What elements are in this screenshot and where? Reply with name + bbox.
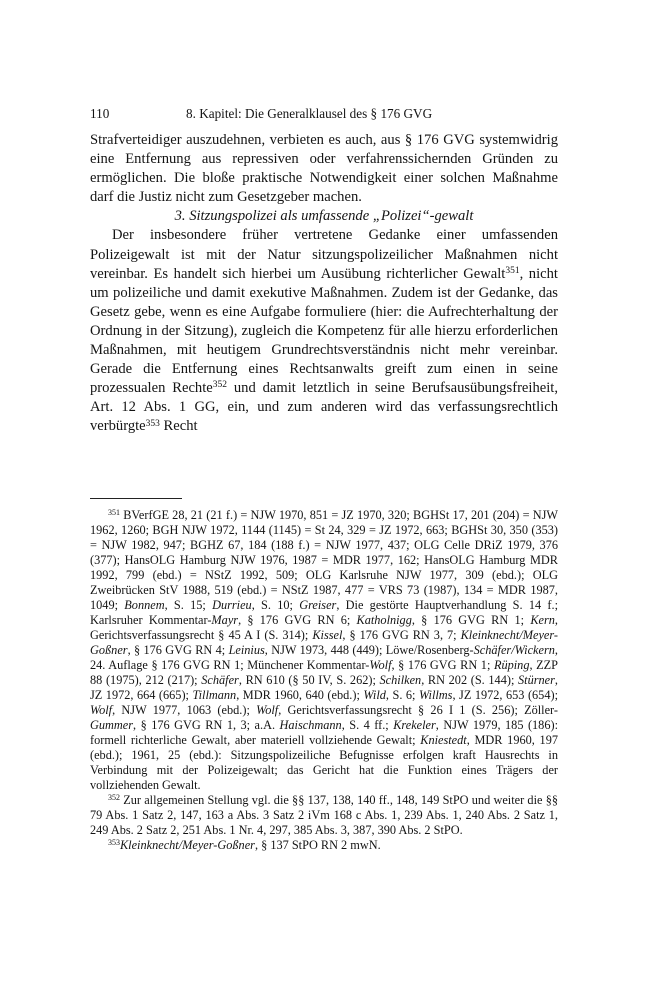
footnote-text: , § 176 GVG RN 6;	[238, 613, 357, 627]
footnote-text: , § 176 GVG RN 4;	[127, 643, 229, 657]
author-name: Rüping	[493, 658, 530, 672]
running-head: 8. Kapitel: Die Generalklausel des § 176 GVG	[186, 106, 433, 121]
page-number: 110	[90, 106, 110, 121]
footnote-text: , NJW 1977, 1063 (ebd.);	[112, 703, 257, 717]
footnote-text: , NJW 1973, 448 (449); Löwe/Rosenberg-	[264, 643, 474, 657]
main-text	[90, 131, 558, 437]
footnote-text: , RN 610 (§ 50 IV, S. 262);	[238, 673, 380, 687]
author-name: Kern	[530, 613, 555, 627]
author-name: Bonnem	[124, 598, 165, 612]
footnote-text: , S. 15;	[164, 598, 213, 612]
footnote-text: , 24. Auflage § 176 GVG RN 1; Münchener Kommentar-	[90, 643, 558, 672]
paragraph-text: und damit letztlich in seine Berufsausübungsfreiheit, Art. 12 Abs. 1 GG, ein, und zum anderen wird das verfassungsrechtlich verbürgte	[90, 380, 558, 435]
author-name: Tillmann	[192, 688, 237, 702]
paragraph-text: Der insbesondere früher vertretene Gedanke einer umfassenden Polizeigewalt ist mit der Natur sitzungspolizeilicher Maßnahmen nicht vereinbar. Es handelt sich hierbei um Ausübung richterlicher Gewalt	[90, 227, 558, 282]
author-name: Schäfer/Wickern	[473, 643, 555, 657]
author-name: Gummer	[90, 718, 134, 732]
footnote-text: , S. 4 ff.;	[341, 718, 394, 732]
footnote-number: 353	[108, 838, 120, 848]
footnote-text: , Gerichtsverfassungsrecht § 26 I 1 (S. 256); Zöller-	[278, 703, 558, 717]
footnotes	[90, 508, 558, 853]
author-name: Wolf	[369, 658, 392, 672]
footnote-text: , S. 10;	[251, 598, 300, 612]
author-name: Katholnigg	[356, 613, 412, 627]
footnote-text: , Gerichtsverfassungsrecht § 45 A I (S. 314);	[90, 613, 558, 642]
footnote-text: , JZ 1972, 664 (665);	[90, 673, 558, 702]
footnote-353	[90, 838, 558, 853]
footnote-text: , RN 202 (S. 144);	[421, 673, 519, 687]
footnote-text: , MDR 1960, 197 (ebd.); 1961, 25 (ebd.): Sitzungspolizeiliche Befugnisse erfolgen kraft Hausrechts in Verbindung mit der Polizeigewalt; das Gericht hat die Funktion eines Trägers der vollziehenden Gewalt.	[90, 733, 558, 792]
footnote-text: , § 176 GVG RN 1, 3; a.A.	[133, 718, 280, 732]
author-name: Stürner	[518, 673, 555, 687]
footnote-text: , NJW 1979, 185 (186): formell richterliche Gewalt, aber materiell vollziehende Gewalt;	[90, 718, 558, 747]
author-name: Kleinknecht/Meyer-Goßner	[90, 628, 558, 657]
footnote-text: , ZZP 88 (1975), 212 (217);	[90, 658, 558, 687]
footnote-reference: 351	[505, 265, 520, 276]
author-name: Mayr	[211, 613, 239, 627]
footnote-text: , § 176 GVG RN 1;	[411, 613, 531, 627]
footnote-352	[90, 793, 558, 838]
author-name: Wolf	[90, 703, 113, 717]
paragraph-text: Recht	[159, 418, 198, 435]
footnote-reference: 353	[145, 418, 160, 429]
footnote-number: 352	[108, 793, 120, 803]
body-paragraph: Strafverteidiger auszudehnen, verbieten es auch, aus § 176 GVG systemwidrig eine Entfernung aus repressiven oder verfahrenssichernden Gründen zu ermöglichen. Die bloße praktische Notwendigkeit einer solchen Maßnahme darf die Justiz nicht zum Gesetzgeber machen.	[90, 132, 558, 206]
author-name: Durrieu	[212, 598, 252, 612]
footnote-text: , § 176 GVG RN 1;	[391, 658, 494, 672]
body-paragraph	[90, 226, 558, 436]
footnote-text: , § 137 StPO RN 2 mwN.	[254, 838, 381, 852]
author-name: Kniestedt	[420, 733, 467, 747]
footnote-text: , MDR 1960, 640 (ebd.);	[236, 688, 364, 702]
author-name: Wild	[363, 688, 386, 702]
author-name: Schilken	[379, 673, 422, 687]
author-name: Krekeler	[393, 718, 436, 732]
footnote-text: , JZ 1972, 653 (654);	[452, 688, 558, 702]
paragraph-text: , nicht um polizeiliche und damit exekutive Maßnahmen. Zudem ist der Gedanke, das Gesetz gebe, wenn es eine Aufgabe formuliere (hier: die Aufrechterhaltung der Ordnung in der Sitzung), zugleich die Kompetenz für alle hierzu erforderlichen Maßnahmen, mit heutigem Grundrechtsverständnis nicht mehr vereinbar. Gerade die Entfernung eines Rechtsanwalts greift zum einen in seine prozessualen Rechte	[90, 265, 558, 397]
footnote-text: Zur allgemeinen Stellung vgl. die §§ 137, 138, 140 ff., 148, 149 StPO und weiter die §§ 79 Abs. 1 Satz 2, 147, 163 a Abs. 3 Satz 2 iVm 168 c Abs. 1, 239 Abs. 1, 240 Abs. 2 Satz 1, 249 Abs. 2 Satz 2, 251 Abs. 1 Nr. 4, 297, 385 Abs. 3, 387, 390 Abs. 2 StPO.	[90, 793, 558, 837]
author-name: Greiser	[299, 598, 337, 612]
author-name: Kissel	[312, 628, 343, 642]
footnote-text: , S. 6;	[385, 688, 419, 702]
author-name: Willms	[418, 688, 453, 702]
author-name: Wolf	[256, 703, 279, 717]
section-heading: 3. Sitzungspolizei als umfassende „Polizei“-gewalt	[174, 208, 474, 225]
footnote-text: , § 176 GVG RN 3, 7;	[342, 628, 461, 642]
footnote-divider	[90, 498, 182, 499]
author-name: Schäfer	[201, 673, 239, 687]
footnote-number: 351	[108, 508, 120, 518]
author-name: Haischmann	[279, 718, 342, 732]
author-name: Kleinknecht/Meyer-Goßner	[119, 838, 255, 852]
author-name: Leinius	[228, 643, 265, 657]
footnote-reference: 352	[212, 380, 227, 391]
footnote-351	[90, 508, 558, 793]
footnote-text: , Die gestörte Hauptverhandlung S. 14 f.; Karlsruher Kommentar-	[90, 598, 558, 627]
footnote-text: BVerfGE 28, 21 (21 f.) = NJW 1970, 851 = JZ 1970, 320; BGHSt 17, 201 (204) = NJW 1962, 1260; BGH NJW 1972, 1144 (1145) = St 24, 329 = JZ 1972, 663; BGHSt 30, 350 (353) = NJW 1982, 947; BGHZ 67, 184 (188 f.) = NJW 1977, 437; OLG Celle DRiZ 1979, 376 (377); HansOLG Hamburg NJW 1976, 1987 = MDR 1977, 162; HansOLG Hamburg MDR 1992, 799 (ebd.) = NStZ 1992, 509; OLG Karlsruhe NJW 1977, 309 (ebd.); OLG Zweibrücken StV 1988, 519 (ebd.) = NStZ 1987, 477 = VRS 73 (1987), 134 = MDR 1987, 1049;	[90, 508, 558, 612]
